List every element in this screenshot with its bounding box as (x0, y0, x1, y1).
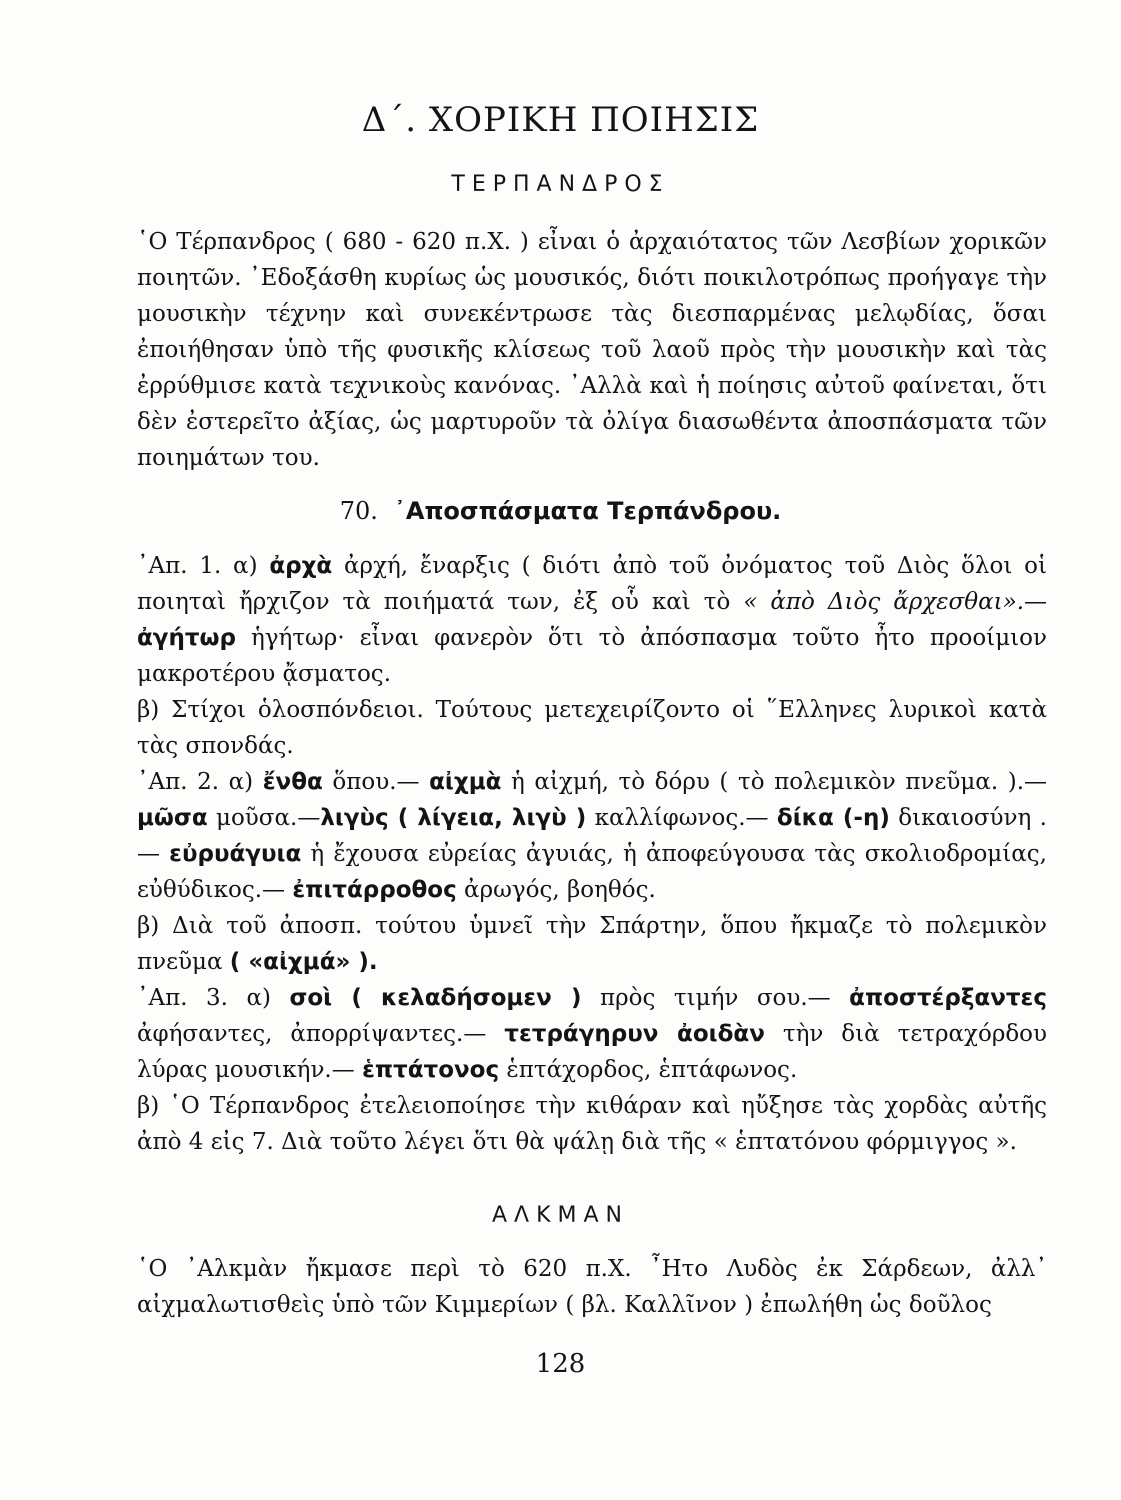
alkman-block (137, 1251, 1047, 1323)
author-heading-terpander: ΤΕΡΠΑΝΔΡΟΣ (451, 172, 670, 197)
text-run: ἀρωγός, βοηθός. (456, 877, 656, 903)
text-run: ἡ αἰχμή, τὸ δόρυ ( τὸ πολεμικὸν πνεῦμα. ).— (501, 769, 1048, 795)
fragments-block (137, 548, 1047, 1160)
text-run: ᾿Απ. 1. α) (137, 553, 270, 579)
text-run: πρὸς τιμήν σου.— (581, 985, 850, 1011)
section-heading (0, 497, 1121, 525)
text-run: καλλίφωνος.— (586, 805, 777, 831)
text-run: ἀρχή, ἔναρξις ( διότι ἀπὸ τοῦ ὀνόματος τοῦ Διὸς ὅλοι οἱ ποιηταὶ ἤρχιζον τὰ ποιήματά των, ἐξ οὗ καὶ τὸ (137, 553, 1047, 615)
lemma: ἐπιτάρροθος (292, 877, 457, 903)
fragment-1a (137, 548, 1047, 692)
text-run: δικαιοσύνη .— (137, 805, 1047, 867)
lemma: ( «αἰχμά» ). (229, 949, 378, 975)
lemma: αἰχμὰ (429, 769, 502, 795)
intro-paragraph: ῾Ο Τέρπανδρος ( 680 - 620 π.Χ. ) εἶναι ὁ ἀρχαιότατος τῶν Λεσβίων χορικῶν ποιητῶν. ᾿Εδοξάσθη κυρίως ὡς μουσικός, διότι ποικιλοτρόπως προήγαγε τὴν μουσικὴν τέχνην καὶ συνεκέντρωσε τὰς διεσπαρμένας μελῳδίας, ὅσαι ἐποιήθησαν ὑπὸ τῆς φυσικῆς κλίσεως τοῦ λαοῦ πρὸς τὴν μουσικὴν καὶ τὰς ἐρρύθμισε κατὰ τεχνικοὺς κανόνας. ᾿Αλλὰ καὶ ἡ ποίησις αὐτοῦ φαίνεται, ὅτι δὲν ἐστερεῖτο ἀξίας, ὡς μαρτυροῦν τὰ ὀλίγα διασωθέντα ἀποσπάσματα τῶν ποιημάτων του. (137, 229, 1047, 471)
lemma: δίκα (-η) (776, 805, 890, 831)
fragment-1b: β) Στίχοι ὁλοσπόνδειοι. Τούτους μετεχειρίζοντο οἱ ῞Ελληνες λυρικοὶ κατὰ τὰς σπονδάς. (137, 697, 1047, 759)
text-run: β) Διὰ τοῦ ἀποσπ. τούτου ὑμνεῖ τὴν Σπάρτην, ὅπου ἤκμαζε τὸ πολεμικὸν πνεῦμα (137, 913, 1047, 975)
text-run: ἀφήσαντες, ἀπορρίψαντες.— (137, 1021, 505, 1047)
fragment-2a (137, 764, 1047, 908)
lemma: μῶσα (137, 805, 208, 831)
text-run: ἑπτάχορδος, ἑπτάφωνος. (499, 1057, 798, 1083)
fragment-3a (137, 980, 1047, 1088)
text-run: τὴν διὰ τετραχόρδου λύρας μουσικήν.— (137, 1021, 1048, 1083)
alkman-paragraph: ῾Ο ᾿Αλκμὰν ἤκμασε περὶ τὸ 620 π.Χ. ῏Ητο Λυδὸς ἐκ Σάρδεων, ἀλλ᾿ αἰχμαλωτισθεὶς ὑπὸ τῶν Κιμμερίων ( βλ. Καλλῖνον ) ἐπωλήθη ὡς δοῦλος (137, 1256, 1047, 1318)
lemma: τετράγηρυν ἀοιδὰν (504, 1021, 765, 1047)
text-run: ᾿Απ. 2. α) (137, 769, 263, 795)
intro-block (137, 224, 1047, 476)
lemma: εὐρυάγυια (169, 841, 302, 867)
text-run: ἡγήτωρ· εἶναι φανερὸν ὅτι τὸ ἀπόσπασμα τοῦτο ἦτο προοίμιον μακροτέρου ᾄσματος. (137, 625, 1047, 687)
lemma: ἀρχὰ (269, 553, 333, 579)
fragment-2b (137, 908, 1047, 980)
text-run: μοῦσα.— (207, 805, 321, 831)
lemma: ἔνθα (262, 769, 323, 795)
text-run: ὅπου.— (322, 769, 430, 795)
chapter-title: Δ΄. ΧΟΡΙΚΗ ΠΟΙΗΣΙΣ (361, 100, 760, 140)
text-run: ἡ ἔχουσα εὐρείας ἀγυιάς, ἡ ἀποφεύγουσα τὰς σκολιοδρομίας, εὐθύδικος.— (137, 841, 1047, 903)
lemma: σοὶ ( κελαδήσομεν ) (289, 985, 582, 1011)
lemma: ἑπτάτονος (362, 1057, 500, 1083)
section-number: 70. (339, 497, 378, 525)
author-heading-alkman: ΑΛΚΜΑΝ (491, 1203, 629, 1228)
quote: « ἀπὸ Διὸς ἄρχεσθαι». (743, 589, 1025, 615)
section-title: ᾿Αποσπάσματα Τερπάνδρου. (393, 497, 782, 525)
text-run: ᾿Απ. 3. α) (137, 985, 290, 1011)
lemma: ἀποστέρξαντες (849, 985, 1047, 1011)
page-number: 128 (535, 1349, 586, 1379)
fragment-3b: β) ῾Ο Τέρπανδρος ἐτελειοποίησε τὴν κιθάραν καὶ ηὔξησε τὰς χορδὰς αὐτῆς ἀπὸ 4 εἰς 7. Διὰ τοῦτο λέγει ὅτι θὰ ψάλῃ διὰ τῆς « ἑπτατόνου φόρμιγγος ». (137, 1093, 1047, 1155)
lemma: λιγὺς ( λίγεια, λιγὺ ) (320, 805, 587, 831)
text-run: — (1024, 589, 1048, 615)
lemma: ἀγήτωρ (137, 625, 236, 651)
